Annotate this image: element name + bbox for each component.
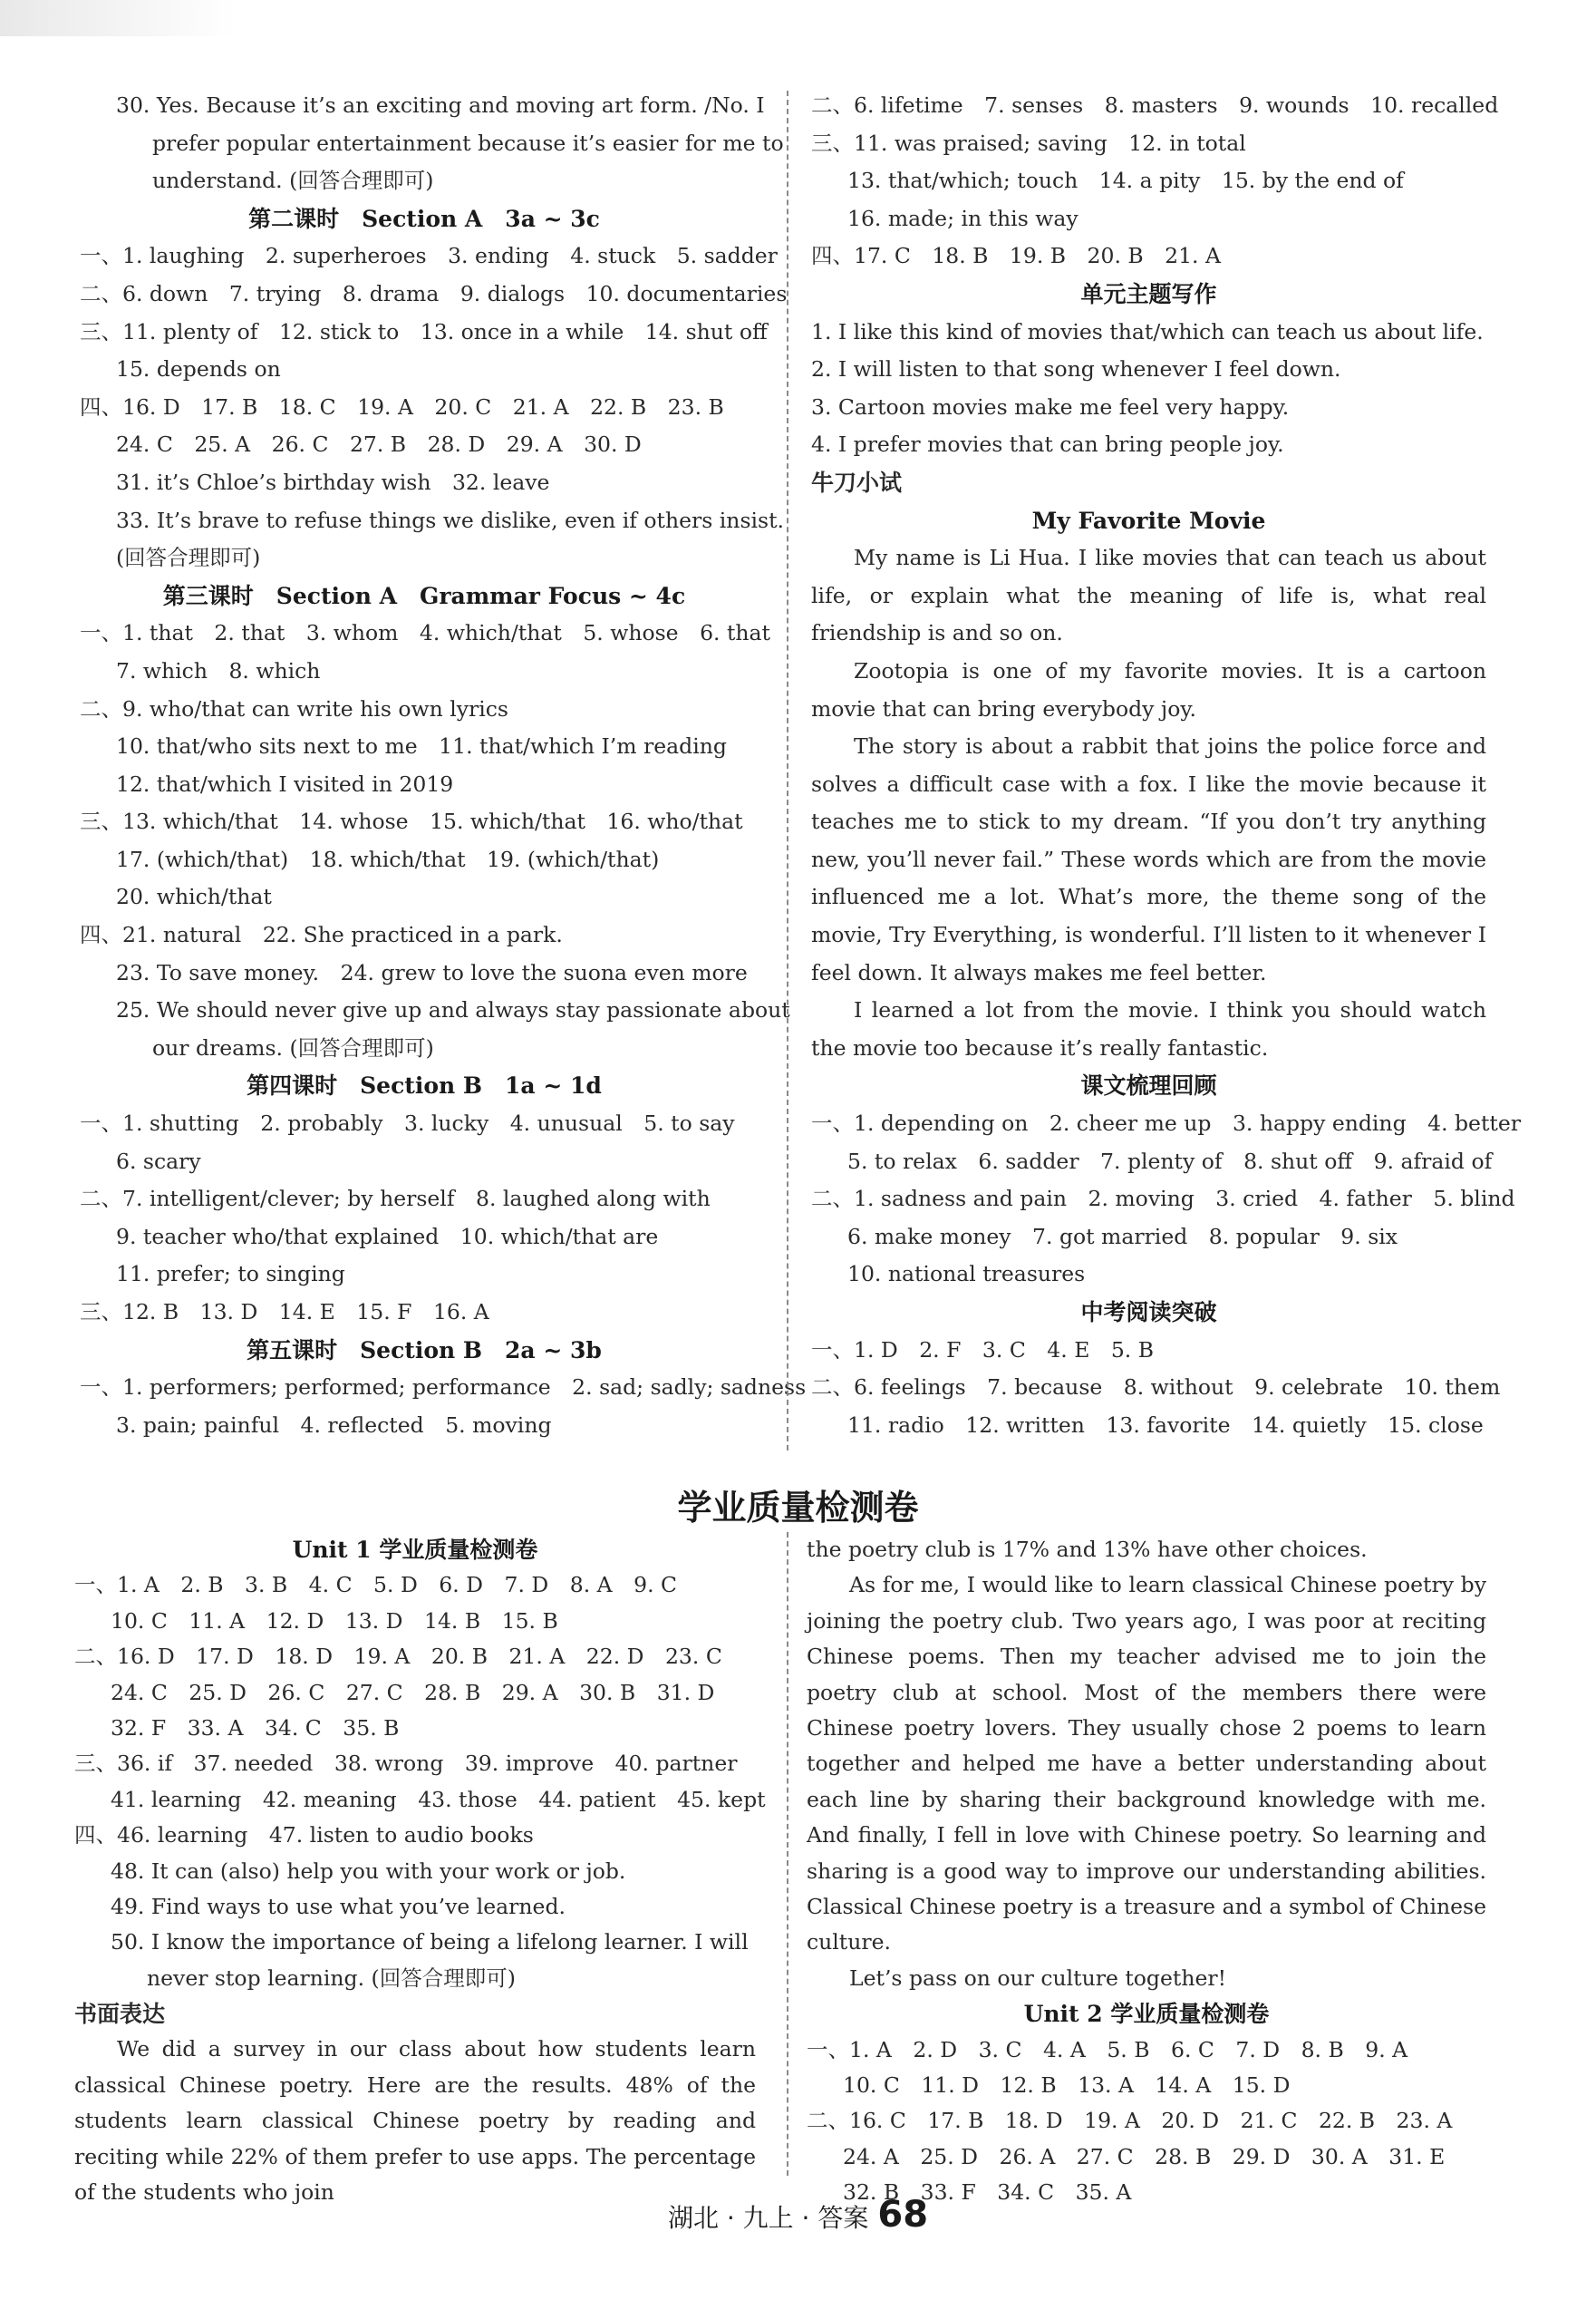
answer-line: 3. pain; painful 4. reflected 5. moving <box>116 1412 552 1438</box>
answer-line: 10. C 11. D 12. B 13. A 14. A 15. D <box>843 2072 1291 2099</box>
answer-line: 4. I prefer movies that can bring people joy. <box>811 432 1284 458</box>
answer-line: 9. teacher who/that explained 10. which/that are <box>116 1223 659 1249</box>
essay-paragraph: My name is Li Hua. I like movies that can teach us about life, or explain what the meaning of life is, what real friendship is and so on. <box>811 545 1486 646</box>
essay-paragraph: Let’s pass on our culture together! <box>849 1965 1227 1991</box>
top-column-divider <box>787 91 788 1450</box>
answer-line: never stop learning. (回答合理即可) <box>147 1965 516 1991</box>
answer-line: 牛刀小试 <box>811 469 903 496</box>
section-title: 学业质量检测卷 <box>677 1488 919 1528</box>
answer-line: 三、11. plenty of 12. stick to 13. once in a while 14. shut off <box>80 318 768 344</box>
answer-line: 第二课时 Section A 3a ~ 3c <box>248 205 600 232</box>
answer-line: 6. scary <box>116 1148 201 1174</box>
answer-line: 50. I know the importance of being a lifelong learner. I will <box>111 1929 749 1955</box>
answer-line: 10. C 11. A 12. D 13. D 14. B 15. B <box>111 1607 558 1634</box>
answer-line: 12. that/which I visited in 2019 <box>116 771 454 797</box>
answer-line: 2. I will listen to that song whenever I feel down. <box>811 356 1341 383</box>
top-shade <box>0 0 236 36</box>
answer-line: 书面表达 <box>74 2001 166 2028</box>
unit2-lines <box>807 1996 1486 2210</box>
answer-line: 四、21. natural 22. She practiced in a park. <box>80 922 563 948</box>
answer-line: 13. that/which; touch 14. a pity 15. by the end of <box>847 168 1404 194</box>
answer-line: 单元主题写作 <box>1080 280 1217 307</box>
answer-line: 20. which/that <box>116 884 272 910</box>
answer-line: 24. A 25. D 26. A 27. C 28. B 29. D 30. A 31. E <box>843 2143 1446 2169</box>
answer-line: 31. it’s Chloe’s birthday wish 32. leave <box>116 469 550 495</box>
answer-line: Unit 2 学业质量检测卷 <box>1023 2001 1270 2028</box>
writing-paragraph: We did a survey in our class about how students learn classical Chinese poetry. Here are the results. 48% of the students learn classical Chinese poetry by reading and reciting while 22% of them prefer to use apps. The percentage of the students who join <box>74 2036 756 2206</box>
answer-line: 3. Cartoon movies make me feel very happy. <box>811 393 1290 420</box>
answer-line: 15. depends on <box>116 356 281 383</box>
answer-line: 48. It can (also) help you with your work or job. <box>111 1858 626 1884</box>
answer-line: 32. B 33. F 34. C 35. A <box>843 2179 1132 2206</box>
answer-line: 三、12. B 13. D 14. E 15. F 16. A <box>80 1299 489 1324</box>
answer-line: 5. to relax 6. sadder 7. plenty of 8. shut off 9. afraid of <box>847 1148 1493 1174</box>
answer-line: 中考阅读突破 <box>1080 1299 1217 1325</box>
answer-line: 第四课时 Section B 1a ~ 1d <box>247 1072 602 1100</box>
answer-line: 三、36. if 37. needed 38. wrong 39. improve 40. partner <box>74 1751 738 1777</box>
top-right-column <box>811 87 1521 1444</box>
footer-label: 湖北 · 九上 · 答案 <box>667 2203 869 2233</box>
answer-line: 一、1. A 2. D 3. C 4. A 5. B 6. C 7. D 8. B 9. A <box>807 2036 1408 2062</box>
essay-paragraph: Zootopia is one of my favorite movies. It is a cartoon movie that can bring everybody joy. <box>811 657 1486 722</box>
answer-line: 10. that/who sits next to me 11. that/which I’m reading <box>116 733 727 760</box>
top-left-lines <box>80 87 807 1444</box>
answer-line: 7. which 8. which <box>116 657 321 684</box>
answer-line: 32. F 33. A 34. C 35. B <box>111 1714 400 1741</box>
answer-line: 11. radio 12. written 13. favorite 14. quietly 15. close <box>847 1412 1484 1438</box>
essay-paragraph: The story is about a rabbit that joins the police force and solves a difficult case with a fox. I like the movie because it teaches me to stick to my dream. “If you don’t try anything new, you’ll never fail.” These words which are from the movie influenced me a lot. What’s more, the theme song of the movie, Try Everything, is wonderful. I’ll listen to it whenever I feel down. It always makes me feel better. <box>811 733 1486 985</box>
top-right-lines-b <box>811 1067 1521 1444</box>
answer-line: 一、1. A 2. B 3. B 4. C 5. D 6. D 7. D 8. A 9. C <box>74 1572 677 1598</box>
answer-line: 25. We should never give up and always stay passionate about <box>116 997 790 1024</box>
answer-line: (回答合理即可) <box>116 545 261 571</box>
answer-line: 二、9. who/that can write his own lyrics <box>80 695 508 722</box>
top-right-lines-a <box>811 87 1499 539</box>
writing-continuation <box>807 1532 1486 1996</box>
answer-line: Unit 1 学业质量检测卷 <box>292 1537 538 1563</box>
answer-line: 1. I like this kind of movies that/which can teach us about life. <box>811 318 1484 344</box>
page-number: 68 <box>877 2194 929 2236</box>
page-footer <box>0 2194 1596 2236</box>
essay-paragraph: the poetry club is 17% and 13% have other choices. <box>807 1537 1368 1562</box>
essay-paragraph: As for me, I would like to learn classical Chinese poetry by joining the poetry club. Two years ago, I was poor at reciting Chinese poems. Then my teacher advised me to join the poetry club at school. Most of the members there were Chinese poetry lovers. They usually chose 2 poems to learn together and helped me have a better understanding about each line by sharing their background knowledge with me. And finally, I fell in love with Chinese poetry. So learning and sharing is a good way to improve our understanding abilities. Classical Chinese poetry is a treasure and a symbol of Chinese culture. <box>807 1572 1486 1955</box>
top-left-column <box>80 87 807 1444</box>
answer-line: 一、1. depending on 2. cheer me up 3. happy ending 4. better <box>811 1111 1521 1137</box>
answer-line: 17. (which/that) 18. which/that 19. (which/that) <box>116 846 660 872</box>
bottom-column-divider <box>787 1532 788 2176</box>
unit1-lines <box>74 1532 766 2032</box>
answer-line: 一、1. shutting 2. probably 3. lucky 4. unusual 5. to say <box>80 1111 735 1137</box>
answer-line: 三、13. which/that 14. whose 15. which/that 16. who/that <box>80 809 743 835</box>
answer-line: 二、16. C 17. B 18. D 19. A 20. D 21. C 22. B 23. A <box>807 2108 1453 2134</box>
answer-line: 课文梳理回顾 <box>1080 1072 1217 1100</box>
answer-line: 二、7. intelligent/clever; by herself 8. laughed along with <box>80 1186 711 1212</box>
answer-line: 6. make money 7. got married 8. popular 9. six <box>847 1223 1398 1249</box>
answer-line: 四、17. C 18. B 19. B 20. B 21. A <box>811 243 1221 269</box>
answer-line: 二、16. D 17. D 18. D 19. A 20. B 21. A 22. D 23. C <box>74 1644 722 1670</box>
answer-line: 第五课时 Section B 2a ~ 3b <box>247 1336 602 1363</box>
answer-line: 一、1. D 2. F 3. C 4. E 5. B <box>811 1336 1155 1363</box>
answer-line: 10. national treasures <box>847 1261 1086 1287</box>
answer-line: 49. Find ways to use what you’ve learned. <box>111 1893 566 1919</box>
answer-line: our dreams. (回答合理即可) <box>152 1034 434 1061</box>
answer-line: 30. Yes. Because it’s an exciting and moving art form. /No. I <box>116 92 765 118</box>
answer-line: 一、1. laughing 2. superheroes 3. ending 4. stuck 5. sadder <box>80 243 778 269</box>
answer-line: 二、6. feelings 7. because 8. without 9. celebrate 10. them <box>811 1374 1501 1401</box>
answer-line: 二、6. down 7. trying 8. drama 9. dialogs 10. documentaries <box>80 280 788 306</box>
answer-line: My Favorite Movie <box>1031 507 1266 534</box>
answer-line: 二、1. sadness and pain 2. moving 3. cried 4. father 5. blind <box>811 1186 1515 1212</box>
answer-line: 11. prefer; to singing <box>116 1261 345 1287</box>
answer-line: 16. made; in this way <box>847 205 1079 231</box>
answer-line: 一、1. performers; performed; performance 2. sad; sadly; sadness <box>80 1374 807 1401</box>
movie-essay <box>811 539 1486 1067</box>
answer-line: 33. It’s brave to refuse things we dislike, even if others insist. <box>116 507 784 533</box>
bottom-left-column <box>74 1532 766 2211</box>
answer-line: 41. learning 42. meaning 43. those 44. patient 45. kept <box>111 1786 766 1812</box>
essay-paragraph: I learned a lot from the movie. I think you should watch the movie too because it’s really fantastic. <box>811 997 1486 1061</box>
answer-line: prefer popular entertainment because it’s easier for me to <box>152 130 784 156</box>
answer-line: 三、11. was praised; saving 12. in total <box>811 130 1246 156</box>
answer-line: 四、16. D 17. B 18. C 19. A 20. C 21. A 22. B 23. B <box>80 393 724 420</box>
answer-line: 第三课时 Section A Grammar Focus ~ 4c <box>162 582 686 609</box>
answer-line: 一、1. that 2. that 3. whom 4. which/that 5. whose 6. that <box>80 620 771 646</box>
answer-line: understand. (回答合理即可) <box>152 168 434 194</box>
answer-line: 23. To save money. 24. grew to love the suona even more <box>116 959 748 985</box>
answer-line: 二、6. lifetime 7. senses 8. masters 9. wounds 10. recalled <box>811 92 1499 118</box>
answer-line: 四、46. learning 47. listen to audio books <box>74 1822 534 1848</box>
bottom-right-column <box>807 1532 1486 2211</box>
answer-line: 24. C 25. D 26. C 27. C 28. B 29. A 30. B 31. D <box>111 1679 715 1705</box>
answer-line: 24. C 25. A 26. C 27. B 28. D 29. A 30. D <box>116 432 642 458</box>
